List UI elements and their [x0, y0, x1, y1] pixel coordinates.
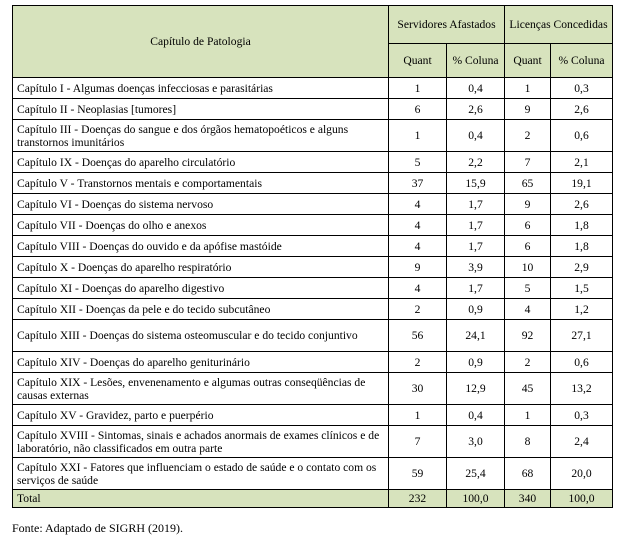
row-pct-2: 1,8: [551, 215, 613, 236]
row-pct-1: 1,7: [447, 215, 505, 236]
table-row: [13, 215, 613, 236]
row-label: Capítulo VIII - Doenças do ouvido e da apófise mastóide: [13, 236, 389, 257]
row-label: Capítulo XIX - Lesões, envenenamento e algumas outras conseqüências de causas externas: [13, 373, 389, 405]
row-quant-1: 2: [389, 299, 447, 320]
row-pct-2: 0,6: [551, 120, 613, 152]
header-chapter: Capítulo de Patologia: [13, 6, 389, 78]
row-quant-1: 4: [389, 278, 447, 299]
header-quant-1: Quant: [389, 44, 447, 78]
row-pct-2: 2,6: [551, 194, 613, 215]
row-pct-2: 2,4: [551, 426, 613, 458]
row-quant-1: 6: [389, 99, 447, 120]
total-pct-2: 100,0: [551, 490, 613, 508]
row-quant-1: 56: [389, 320, 447, 352]
header-pct-1: % Coluna: [447, 44, 505, 78]
row-label: Capítulo XIV - Doenças do aparelho geniturinário: [13, 352, 389, 373]
total-quant-1: 232: [389, 490, 447, 508]
row-pct-1: 25,4: [447, 458, 505, 490]
row-quant-2: 2: [505, 120, 551, 152]
table-row: [13, 405, 613, 426]
row-pct-1: 0,9: [447, 299, 505, 320]
row-quant-1: 59: [389, 458, 447, 490]
row-quant-2: 2: [505, 352, 551, 373]
row-quant-2: 45: [505, 373, 551, 405]
row-pct-2: 1,8: [551, 236, 613, 257]
table-row: [13, 352, 613, 373]
row-quant-2: 1: [505, 78, 551, 99]
row-quant-2: 1: [505, 405, 551, 426]
row-quant-2: 9: [505, 194, 551, 215]
table-row: [13, 373, 613, 405]
row-pct-2: 19,1: [551, 173, 613, 194]
row-pct-1: 2,6: [447, 99, 505, 120]
row-label: Capítulo XIII - Doenças do sistema osteomuscular e do tecido conjuntivo: [13, 320, 389, 352]
row-pct-2: 1,2: [551, 299, 613, 320]
row-pct-1: 15,9: [447, 173, 505, 194]
table-row: [13, 152, 613, 173]
row-pct-1: 0,4: [447, 120, 505, 152]
header-quant-2: Quant: [505, 44, 551, 78]
row-quant-2: 6: [505, 236, 551, 257]
row-pct-1: 12,9: [447, 373, 505, 405]
row-quant-1: 1: [389, 78, 447, 99]
row-quant-2: 8: [505, 426, 551, 458]
row-label: Capítulo III - Doenças do sangue e dos órgãos hematopoéticos e alguns transtornos imunitários: [13, 120, 389, 152]
total-row: [13, 490, 613, 508]
row-quant-1: 5: [389, 152, 447, 173]
row-quant-1: 9: [389, 257, 447, 278]
table-row: [13, 458, 613, 490]
row-pct-2: 20,0: [551, 458, 613, 490]
row-label: Capítulo X - Doenças do aparelho respiratório: [13, 257, 389, 278]
row-pct-2: 0,3: [551, 405, 613, 426]
row-pct-2: 1,5: [551, 278, 613, 299]
table-row: [13, 99, 613, 120]
total-pct-1: 100,0: [447, 490, 505, 508]
table-row: [13, 194, 613, 215]
row-label: Capítulo XI - Doenças do aparelho digestivo: [13, 278, 389, 299]
row-quant-2: 92: [505, 320, 551, 352]
row-quant-1: 4: [389, 215, 447, 236]
row-quant-1: 1: [389, 405, 447, 426]
row-pct-2: 13,2: [551, 373, 613, 405]
row-pct-1: 3,9: [447, 257, 505, 278]
table-row: [13, 299, 613, 320]
pathology-table: [12, 5, 613, 508]
row-pct-1: 1,7: [447, 194, 505, 215]
row-pct-2: 2,9: [551, 257, 613, 278]
row-pct-1: 3,0: [447, 426, 505, 458]
header-servidores-afastados: Servidores Afastados: [389, 6, 505, 44]
row-quant-2: 5: [505, 278, 551, 299]
row-label: Capítulo I - Algumas doenças infecciosas e parasitárias: [13, 78, 389, 99]
row-pct-1: 0,9: [447, 352, 505, 373]
row-label: Capítulo XVIII - Sintomas, sinais e achados anormais de exames clínicos e de laboratório, não classificados em outra parte: [13, 426, 389, 458]
row-quant-2: 68: [505, 458, 551, 490]
row-quant-2: 4: [505, 299, 551, 320]
row-pct-2: 2,6: [551, 99, 613, 120]
row-pct-2: 0,6: [551, 352, 613, 373]
row-pct-2: 2,1: [551, 152, 613, 173]
row-pct-1: 1,7: [447, 236, 505, 257]
row-quant-1: 2: [389, 352, 447, 373]
header-licencas-concedidas: Licenças Concedidas: [505, 6, 613, 44]
row-quant-2: 10: [505, 257, 551, 278]
row-label: Capítulo VII - Doenças do olho e anexos: [13, 215, 389, 236]
row-pct-2: 27,1: [551, 320, 613, 352]
row-label: Capítulo XV - Gravidez, parto e puerpério: [13, 405, 389, 426]
row-pct-1: 24,1: [447, 320, 505, 352]
row-label: Capítulo IX - Doenças do aparelho circulatório: [13, 152, 389, 173]
table-row: [13, 120, 613, 152]
row-pct-1: 0,4: [447, 405, 505, 426]
row-label: Capítulo V - Transtornos mentais e comportamentais: [13, 173, 389, 194]
row-label: Capítulo XXI - Fatores que influenciam o estado de saúde e o contato com os serviços de saúde: [13, 458, 389, 490]
table-body: [13, 78, 613, 490]
row-quant-2: 7: [505, 152, 551, 173]
source-note: Fonte: Adaptado de SIGRH (2019).: [12, 521, 183, 535]
row-quant-2: 65: [505, 173, 551, 194]
row-quant-1: 4: [389, 194, 447, 215]
row-pct-2: 0,3: [551, 78, 613, 99]
row-pct-1: 0,4: [447, 78, 505, 99]
row-quant-1: 30: [389, 373, 447, 405]
row-pct-1: 1,7: [447, 278, 505, 299]
row-quant-2: 6: [505, 215, 551, 236]
row-quant-1: 7: [389, 426, 447, 458]
pathology-table-container: [12, 5, 612, 508]
total-label: Total: [13, 490, 389, 508]
table-row: [13, 236, 613, 257]
header-pct-2: % Coluna: [551, 44, 613, 78]
row-quant-1: 1: [389, 120, 447, 152]
row-quant-2: 9: [505, 99, 551, 120]
row-label: Capítulo II - Neoplasias [tumores]: [13, 99, 389, 120]
row-label: Capítulo XII - Doenças da pele e do tecido subcutâneo: [13, 299, 389, 320]
table-row: [13, 78, 613, 99]
total-quant-2: 340: [505, 490, 551, 508]
table-row: [13, 173, 613, 194]
row-pct-1: 2,2: [447, 152, 505, 173]
row-quant-1: 4: [389, 236, 447, 257]
row-quant-1: 37: [389, 173, 447, 194]
table-row: [13, 257, 613, 278]
table-row: [13, 320, 613, 352]
table-row: [13, 278, 613, 299]
table-row: [13, 426, 613, 458]
row-label: Capítulo VI - Doenças do sistema nervoso: [13, 194, 389, 215]
